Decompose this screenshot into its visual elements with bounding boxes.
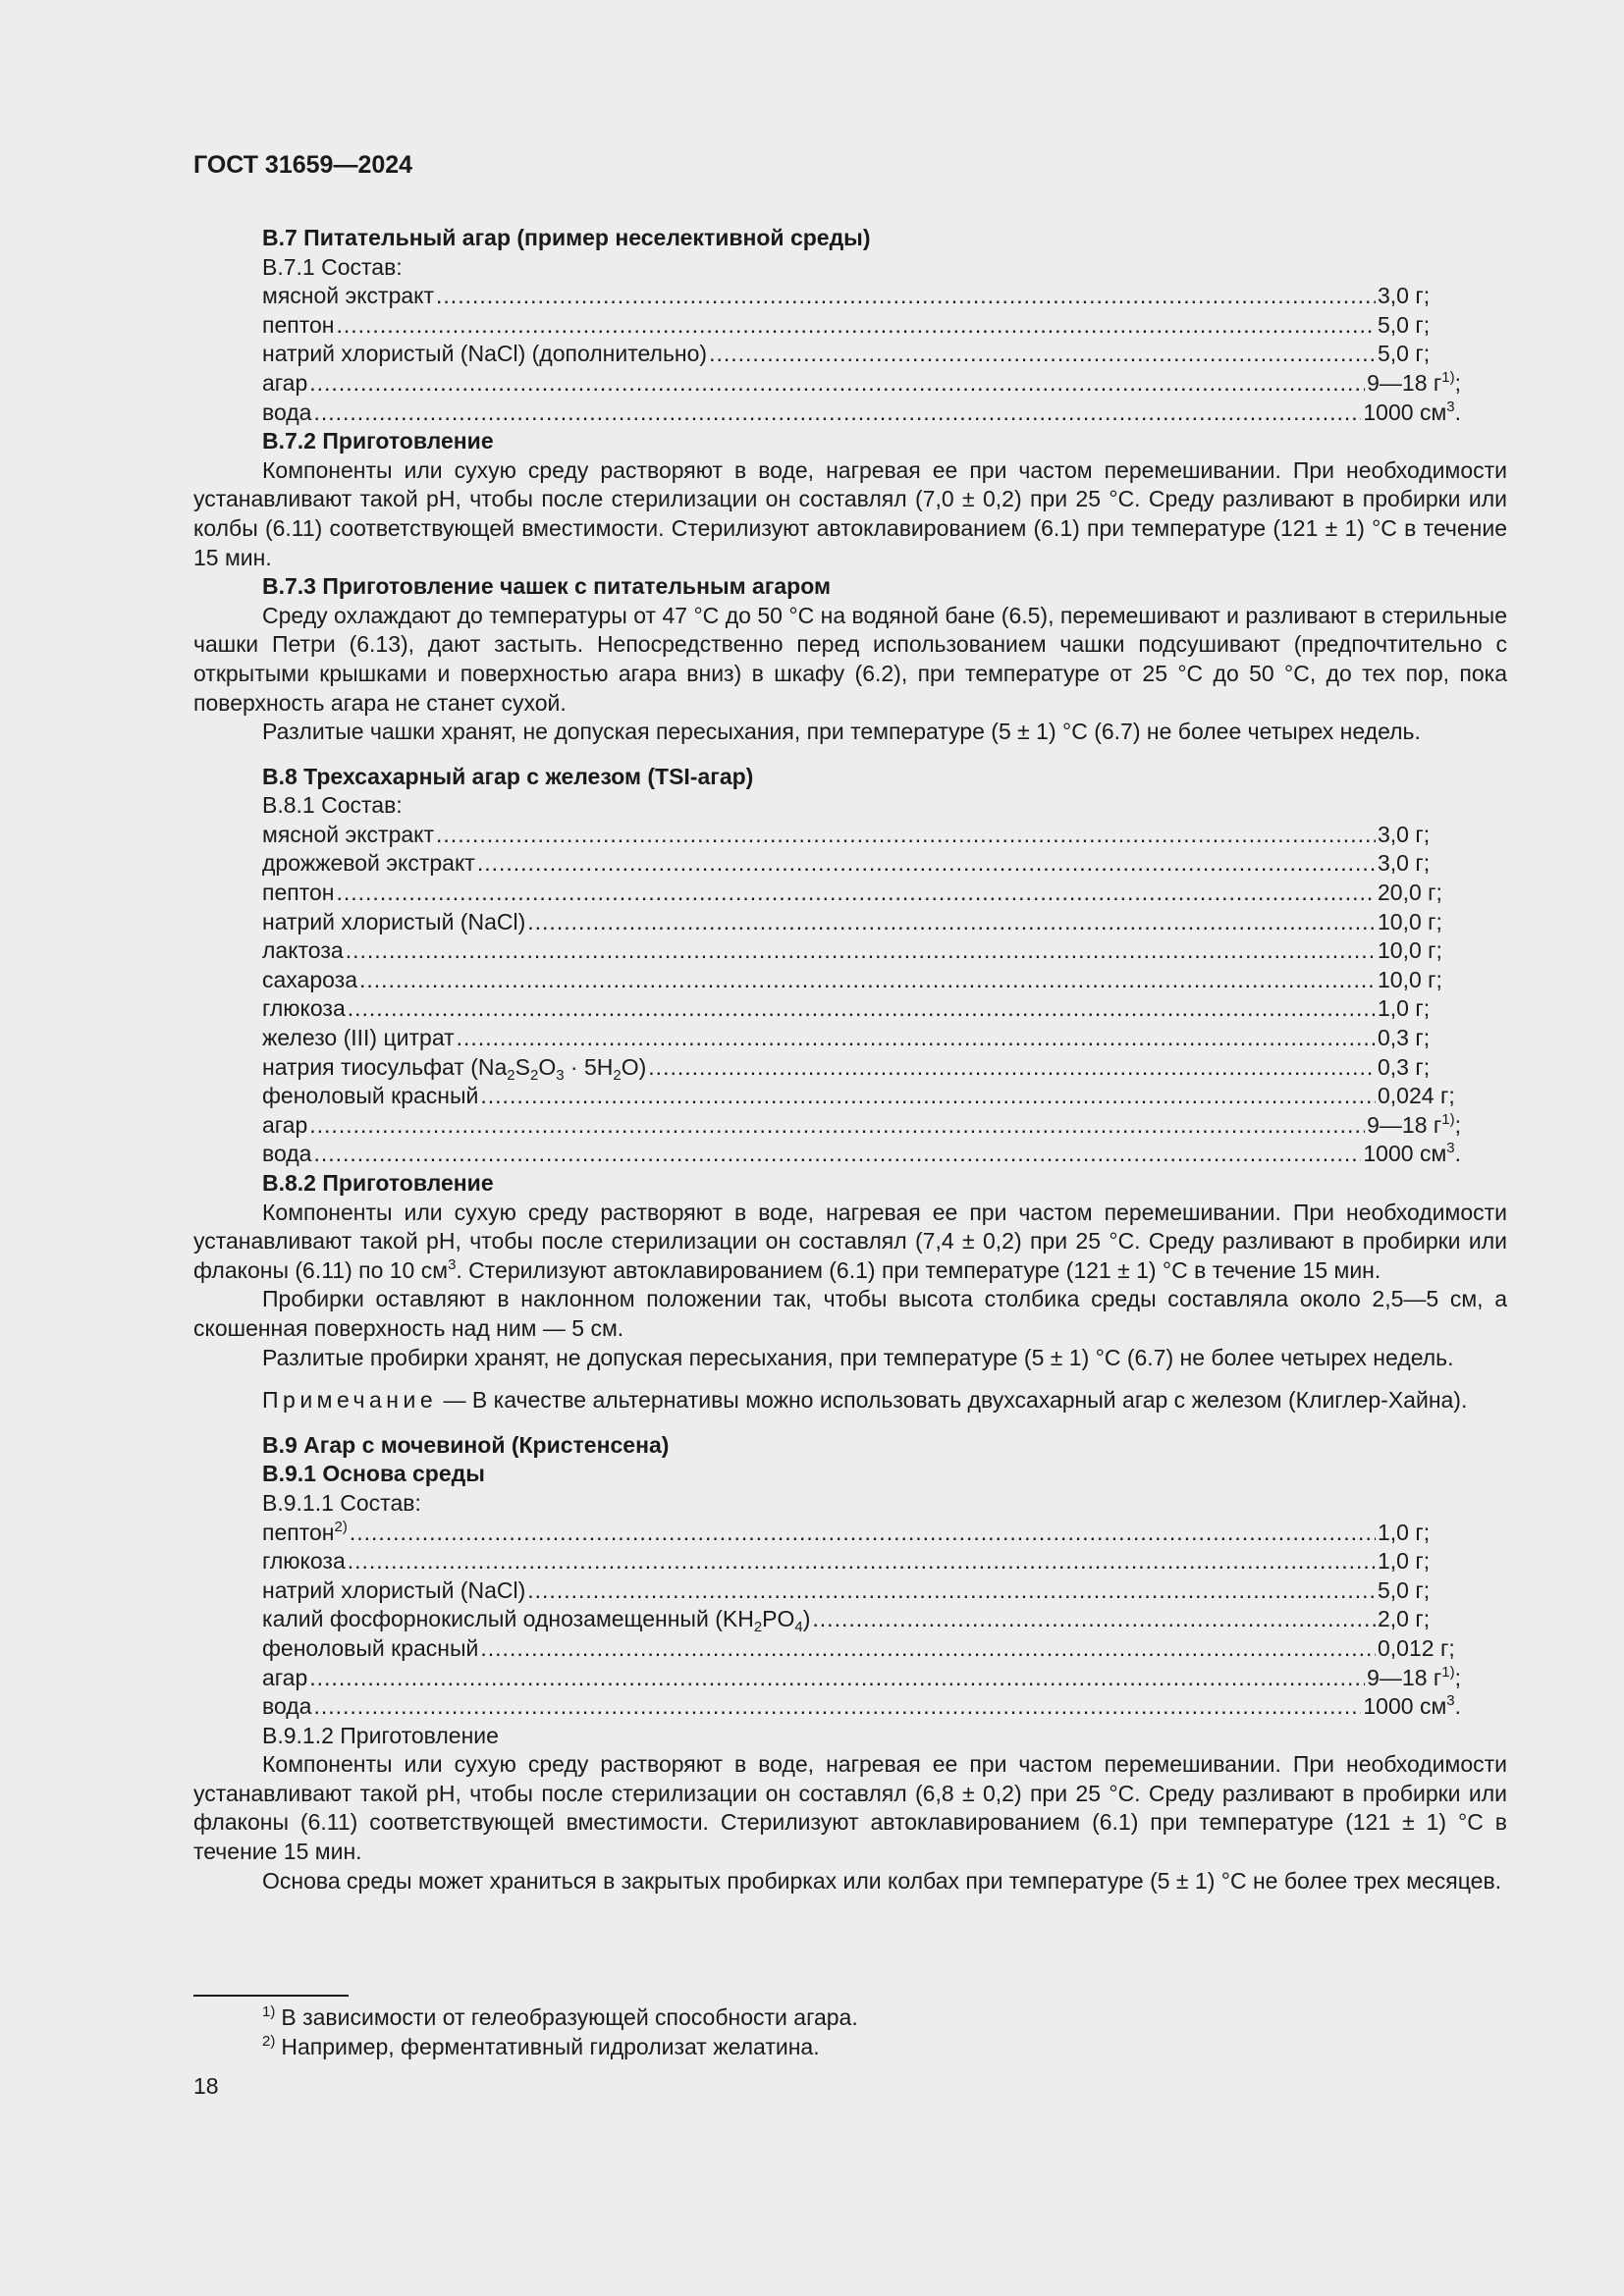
- paragraph: Компоненты или сухую среду растворяют в воде, нагревая ее при частом перемешивании. При необходимости устанавливают такой pH, чтобы после стерилизации он составлял (7,4 ± 0,2) при 25 °C. Среду разливают в пробирки или флаконы (6.11) по 10 $см^3$. Стерилизуют автоклавированием (6.1) при температуре (121 ± 1) °C в течение 15 мин.: [193, 1199, 1507, 1283]
- section-title-b8: В.8 Трехсахарный агар с железом (TSI-агар): [262, 763, 754, 789]
- ingredient-row: глюкоза ..... 1,0 г;: [193, 1547, 1461, 1576]
- composition-label-b9: В.9.1.1 Состав:: [262, 1489, 421, 1516]
- ingredient-row: железо (III) цитрат ..... 0,3 г;: [193, 1024, 1461, 1053]
- composition-label-b7: В.7.1 Состав:: [262, 253, 403, 280]
- footnote-divider: [193, 1995, 349, 1997]
- page-number: 18: [193, 2073, 219, 2099]
- ingredient-row: сахароза ..... 10,0 г;: [193, 966, 1461, 995]
- section-title-b7: В.7 Питательный агар (пример неселективной среды): [262, 225, 871, 250]
- document-header: ГОСТ 31659—2024: [193, 151, 413, 179]
- paragraph: Среду охлаждают до температуры от 47 °C до 50 °C на водяной бане (6.5), перемешивают и разливают в стерильные чашки Петри (6.13), дают застыть. Непосредственно перед использованием чашки подсушивают (предпочтительно с открытыми крышками и поверхностью агара вниз) в шкафу (6.2), при температуре от 25 °C до 50 °C, до тех пор, пока поверхность агара не станет сухой.: [193, 602, 1507, 716]
- ingredient-row: пептон$^{2)}$ ..... 1,0 г;: [193, 1519, 1461, 1548]
- ingredient-row: вода ..... 1000 $см^3$.: [193, 1692, 1461, 1722]
- subsection-title-b9-1: В.9.1 Основа среды: [262, 1461, 485, 1487]
- ingredient-row: натрия тиосульфат $(Na_2S_2O_3 \cdot 5H_2O)$ ..... 0,3 г;: [193, 1053, 1461, 1083]
- note: [193, 1386, 1507, 1415]
- footnotes: [193, 2002, 1507, 2061]
- composition-label-b8: В.8.1 Состав:: [262, 792, 403, 819]
- document-body: [193, 224, 1507, 1896]
- footnote: $^{2)}$ Например, ферментативный гидролизат желатина.: [262, 2033, 820, 2059]
- note-text: — В качестве альтернативы можно использовать двухсахарный агар с железом (Клиглер-Хайна).: [437, 1387, 1468, 1414]
- ingredient-row: агар ..... 9—18 $г^{1)}$;: [193, 1664, 1461, 1693]
- subsection-title-b7-2: В.7.2 Приготовление: [262, 428, 494, 454]
- ingredient-row: агар ..... 9—18 $г^{1)}$;: [193, 369, 1461, 399]
- ingredient-list-b9: [193, 1519, 1507, 1722]
- ingredient-row: вода ..... 1000 $см^3$.: [193, 399, 1461, 428]
- ingredient-row: глюкоза ..... 1,0 г;: [193, 994, 1461, 1024]
- ingredient-list-b8: [193, 821, 1507, 1169]
- ingredient-row: феноловый красный ..... 0,012 г;: [193, 1634, 1461, 1664]
- ingredient-row: натрий хлористый (NaCl) (дополнительно) ..... 5,0 г;: [193, 340, 1461, 369]
- paragraph: Разлитые пробирки хранят, не допуская пересыхания, при температуре (5 ± 1) °C (6.7) не более четырех недель.: [262, 1344, 1454, 1370]
- ingredient-row: мясной экстракт ..... 3,0 г;: [193, 282, 1461, 311]
- ingredient-row: агар ..... 9—18 $г^{1)}$;: [193, 1111, 1461, 1141]
- ingredient-row: пептон ..... 5,0 г;: [193, 311, 1461, 341]
- footnote: $^{1)}$ В зависимости от гелеобразующей способности агара.: [262, 2003, 858, 2030]
- ingredient-list-b7: [193, 282, 1507, 427]
- ingredient-row: натрий хлористый (NaCl) ..... 10,0 г;: [193, 908, 1461, 937]
- paragraph: Компоненты или сухую среду растворяют в воде, нагревая ее при частом перемешивании. При необходимости устанавливают такой pH, чтобы после стерилизации он составлял (7,0 ± 0,2) при 25 °C. Среду разливают в пробирки или колбы (6.11) соответствующей вместимости. Стерилизуют автоклавированием (6.1) при температуре (121 ± 1) °C в течение 15 мин.: [193, 456, 1507, 570]
- subsection-title-b7-3: В.7.3 Приготовление чашек с питательным агаром: [262, 573, 831, 600]
- paragraph: Пробирки оставляют в наклонном положении так, чтобы высота столбика среды составляла около 2,5—5 см, а скошенная поверхность над ним — 5 см.: [193, 1286, 1507, 1341]
- ingredient-row: мясной экстракт ..... 3,0 г;: [193, 821, 1461, 850]
- ingredient-row: вода ..... 1000 $см^3$.: [193, 1140, 1461, 1169]
- section-title-b9: В.9 Агар с мочевиной (Кристенсена): [262, 1431, 670, 1458]
- subsection-title-b8-2: В.8.2 Приготовление: [262, 1170, 494, 1196]
- paragraph: Основа среды может храниться в закрытых пробирках или колбах при температуре (5 ± 1) °C не более трех месяцев.: [262, 1867, 1502, 1894]
- ingredient-row: пептон ..... 20,0 г;: [193, 879, 1461, 908]
- note-label: Примечание: [262, 1387, 438, 1414]
- paragraph: Разлитые чашки хранят, не допуская пересыхания, при температуре (5 ± 1) °C (6.7) не более четырех недель.: [262, 719, 1421, 745]
- subsection-title-b9-1-2: В.9.1.2 Приготовление: [262, 1722, 499, 1748]
- ingredient-row: лактоза ..... 10,0 г;: [193, 936, 1461, 966]
- ingredient-row: дрожжевой экстракт ..... 3,0 г;: [193, 849, 1461, 879]
- paragraph: Компоненты или сухую среду растворяют в воде, нагревая ее при частом перемешивании. При необходимости устанавливают такой pH, чтобы после стерилизации он составлял (6,8 ± 0,2) при 25 °C. Среду разливают в пробирки или флаконы (6.11) соответствующей вместимости. Стерилизуют автоклавированием (6.1) при температуре (121 ± 1) °C в течение 15 мин.: [193, 1751, 1507, 1865]
- ingredient-row: феноловый красный ..... 0,024 г;: [193, 1082, 1461, 1111]
- ingredient-row: натрий хлористый (NaCl) ..... 5,0 г;: [193, 1576, 1461, 1606]
- ingredient-row: калий фосфорнокислый однозамещенный $(KH_2PO_4)$ ..... 2,0 г;: [193, 1605, 1461, 1634]
